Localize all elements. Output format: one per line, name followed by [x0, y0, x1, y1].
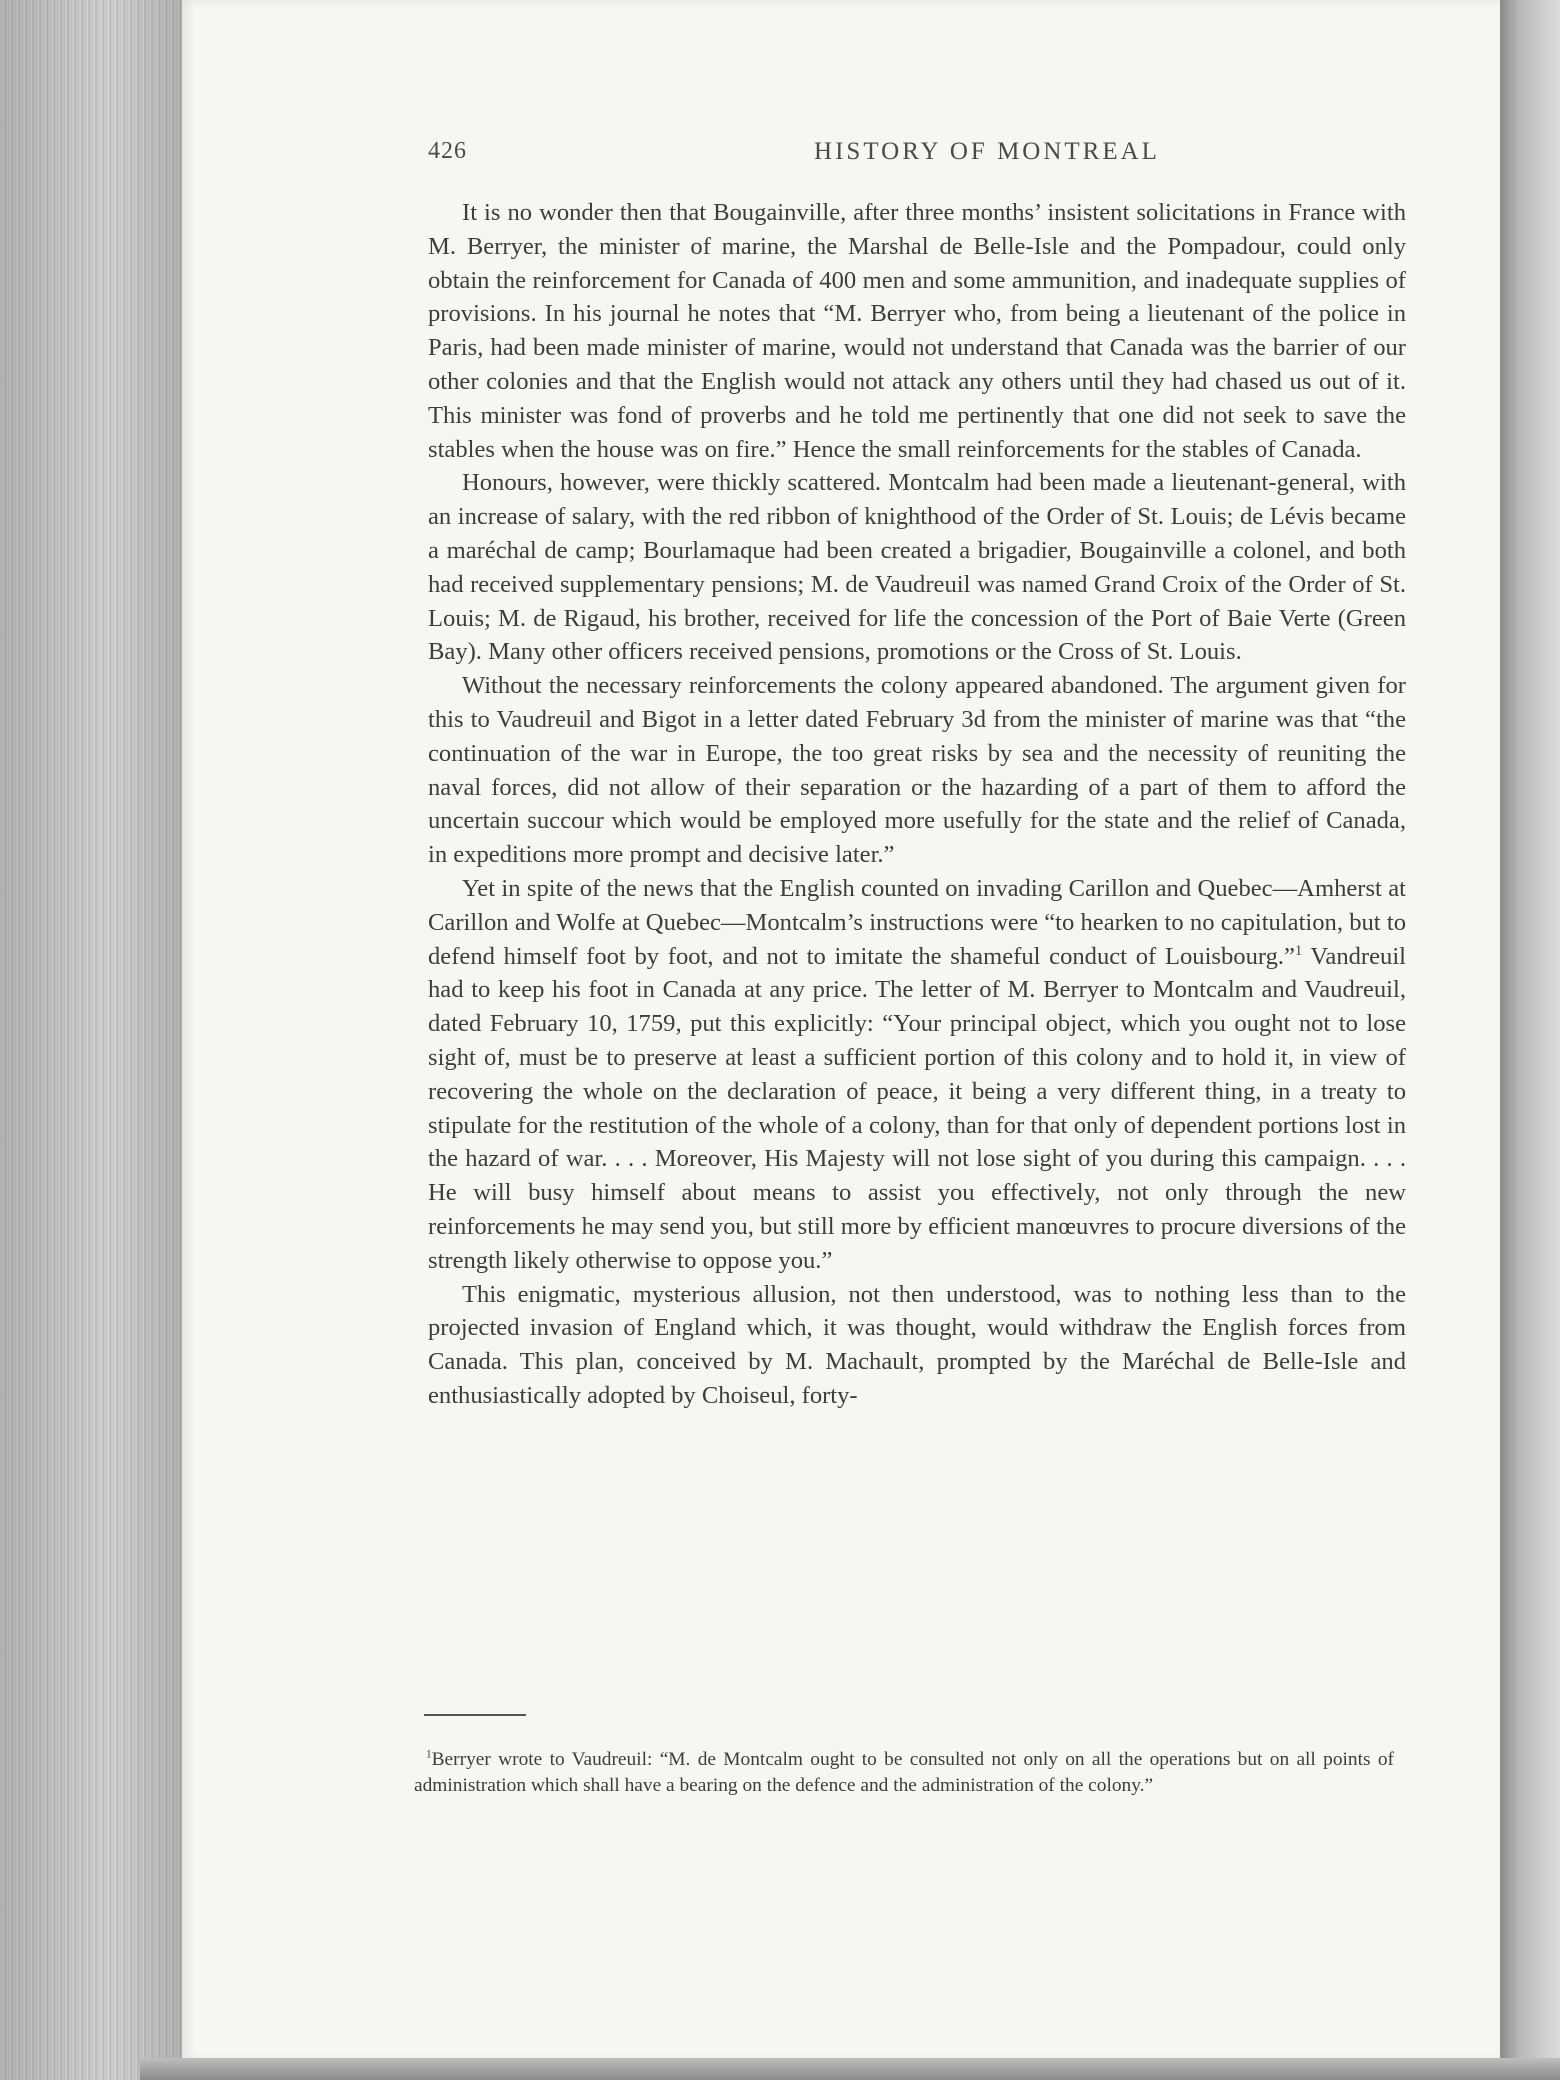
book-binding-shadow	[1500, 0, 1560, 2080]
page-header	[428, 138, 1406, 178]
paragraph-4-text-b: Vandreuil had to keep his foot in Canada at any price. The letter of M. Berryer to Montcalm and Vaudreuil, dated February 10, 1759, put this explicitly: “Your principal object, which you ought not to lose sight of, must be to preserve at least a sufficient portion of this colony and to hold it, in view of recovering the whole on the declaration of peace, it being a very different thing, in a treaty to stipulate for the restitution of the whole of a colony, than for that only of dependent portions lost in the hazard of war. . . . Moreover, His Majesty will not lose sight of you during this campaign. . . . He will busy himself about means to assist you effectively, not only through the new reinforcements he may send you, but still more by efficient manœuvres to procure diversions of the strength likely otherwise to oppose you.”	[428, 942, 1407, 1274]
footnote-reference: 1	[1294, 942, 1303, 959]
paragraph-4-text-a: Yet in spite of the news that the English counted on invading Carillon and Quebec—Amherst at Carillon and Wolfe at Quebec—Montcalm’s instructions were “to hearken to no capitulation, but to defend himself foot by foot, and not to imitate the shameful conduct of Louisbourg.”	[428, 874, 1406, 970]
paragraph-1: It is no wonder then that Bougainville, after three months’ insistent solicitations in France with M. Berryer, the minister of marine, the Marshal de Belle-Isle and the Pompadour, could only obtain the reinforcement for Canada of 400 men and some ammunition, and inadequate supplies of provisions. In his journal he notes that “M. Berryer who, from being a lieutenant of the police in Paris, had been made minister of marine, would not understand that Canada was the barrier of our other colonies and that the English would not attack any others until they had chased us out of it. This minister was fond of proverbs and he told me pertinently that one did not seek to save the stables when the house was on fire.” Hence the small reinforcements for the stables of Canada.	[428, 199, 1406, 463]
paragraph-2: Honours, however, were thickly scattered. Montcalm had been made a lieutenant-general, with an increase of salary, with the red ribbon of knighthood of the Order of St. Louis; de Lévis became a maréchal de camp; Bourlamaque had been created a brigadier, Bougainville a colonel, and both had received supplementary pensions; M. de Vaudreuil was named Grand Croix of the Order of St. Louis; M. de Rigaud, his brother, received for life the concession of the Port of Baie Verte (Green Bay). Many other officers received pensions, promotions or the Cross of St. Louis.	[428, 469, 1406, 666]
footnote	[414, 1747, 1394, 1799]
paragraph-4	[428, 872, 1406, 1278]
running-title: HISTORY OF MONTREAL	[814, 138, 1160, 165]
book-bottom-edge	[140, 2058, 1560, 2080]
page-number: 426	[428, 138, 467, 164]
footnote-divider	[424, 1714, 526, 1716]
book-page-edges	[0, 0, 182, 2080]
paragraph-5: This enigmatic, mysterious allusion, not then understood, was to nothing less than to the projected invasion of England which, it was thought, would withdraw the English forces from Canada. This plan, conceived by M. Machault, prompted by the Maréchal de Belle-Isle and enthusiastically adopted by Choiseul, forty-	[428, 1280, 1406, 1409]
footnote-marker: 1	[426, 1748, 432, 1761]
body-text	[428, 196, 1406, 1413]
paragraph-3: Without the necessary reinforcements the colony appeared abandoned. The argument given for this to Vaudreuil and Bigot in a letter dated February 3d from the minister of marine was that “the continuation of the war in Europe, the too great risks by sea and the necessity of reuniting the naval forces, did not allow of their separation or the hazarding of a part of them to afford the uncertain succour which would be employed more usefully for the state and the relief of Canada, in expeditions more prompt and decisive later.”	[428, 672, 1406, 869]
footnote-text: Berryer wrote to Vaudreuil: “M. de Montcalm ought to be consulted not only on all the operations but on all points of administration which shall have a bearing on the defence and the administration of the colony.”	[414, 1749, 1394, 1796]
